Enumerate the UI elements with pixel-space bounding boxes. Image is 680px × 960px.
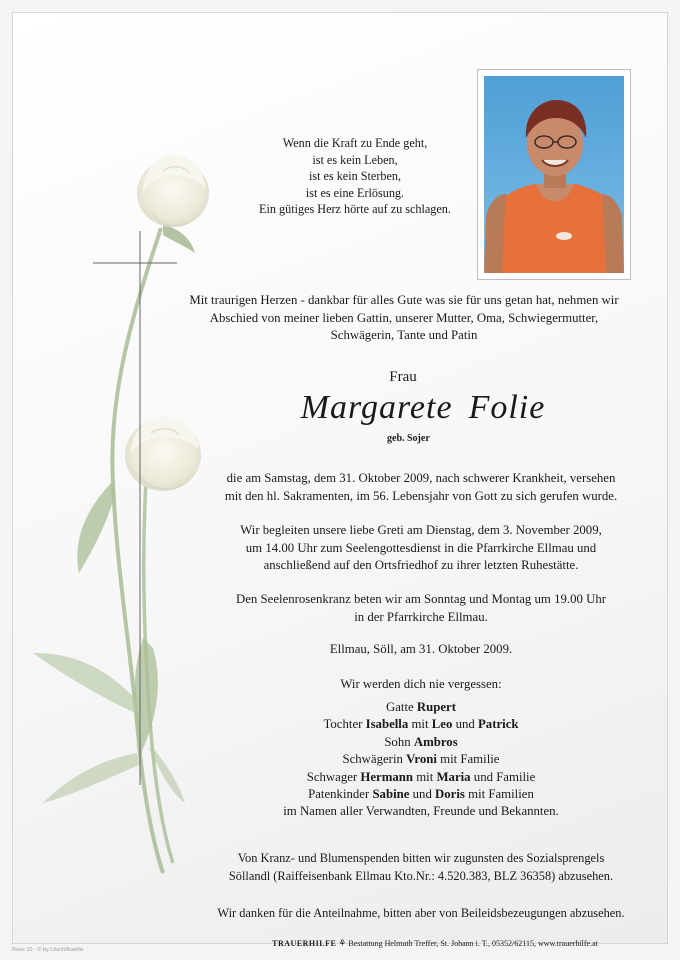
dateline: Ellmau, Söll, am 31. Oktober 2009. xyxy=(329,642,513,656)
deceased-name xyxy=(213,387,633,429)
thanks-line: Wir danken für die Anteilnahme, bitten aber von Beileidsbezeugungen abzusehen. xyxy=(217,906,625,920)
relative-name: Ambros xyxy=(413,734,458,749)
poem-line: ist es kein Leben, xyxy=(312,152,398,167)
poem-line: Ein gütiges Herz hörte auf zu schlagen. xyxy=(259,202,451,216)
intro-text xyxy=(163,292,645,345)
relative-name: Leo xyxy=(431,717,453,732)
relative-name: Isabella xyxy=(365,717,409,732)
copyright-note: Rose 10 - © by Lösch/Koehle xyxy=(12,947,84,953)
relation-label: Schwager xyxy=(306,769,358,784)
relation-label: Schwägerin xyxy=(342,752,403,767)
salutation: Frau xyxy=(389,369,417,385)
family-row-husband xyxy=(193,699,649,716)
donation-note xyxy=(193,850,649,885)
rosary-details xyxy=(193,591,649,626)
footer-credit xyxy=(225,938,645,949)
middle-rose xyxy=(125,417,201,491)
relation-label: Tochter xyxy=(323,717,363,732)
rose-glyph-icon: ⚘ xyxy=(338,938,347,948)
portrait-photo xyxy=(484,76,624,273)
relative-name: Vroni xyxy=(406,752,437,767)
rosary-line: Den Seelenrosenkranz beten wir am Sonntag und Montag um 19.00 Uhr xyxy=(236,592,606,606)
footer-brand: TRAUERHILFE xyxy=(272,939,337,948)
intro-line: Schwägerin, Tante und Patin xyxy=(330,328,478,342)
funeral-details xyxy=(193,522,649,575)
death-notice xyxy=(193,470,649,505)
funeral-line: Wir begleiten unsere liebe Greti am Dienstag, dem 3. November 2009, xyxy=(240,523,602,537)
connector-text: mit xyxy=(411,717,429,732)
family-row-brother-in-law xyxy=(193,769,649,786)
connector-text: mit xyxy=(416,769,434,784)
donation-line: Von Kranz- und Blumenspenden bitten wir zugunsten des Sozialsprengels xyxy=(237,851,605,865)
relative-name: Rupert xyxy=(416,700,457,714)
top-rose xyxy=(137,155,209,227)
family-row-sister-in-law xyxy=(193,751,649,768)
poem-line: ist es kein Sterben, xyxy=(308,169,402,183)
poem-line: Wenn die Kraft zu Ende geht, xyxy=(282,136,428,150)
connector-text: und Familie xyxy=(473,769,536,784)
never-forget-line: Wir werden dich nie vergessen: xyxy=(340,677,502,691)
relation-label: Gatte xyxy=(385,700,414,714)
family-row-daughter xyxy=(193,716,649,733)
connector-text: und xyxy=(412,787,432,802)
relation-label: Patenkinder xyxy=(308,787,370,802)
donation-line: Söllandl (Raiffeisenbank Ellmau Kto.Nr.: 4.520.383, BLZ 36358) abzusehen. xyxy=(228,868,614,883)
relative-name: Maria xyxy=(436,769,471,784)
death-line: die am Samstag, dem 31. Oktober 2009, nach schwerer Krankheit, versehen xyxy=(226,471,616,485)
funeral-line: anschließend auf den Ortsfriedhof zu ihrer letzten Ruhestätte. xyxy=(263,558,579,572)
relative-name: Patrick xyxy=(477,717,519,732)
death-line: mit den hl. Sakramenten, im 56. Lebensjahr von Gott zu sich gerufen wurde. xyxy=(224,488,618,503)
footer-text: Bestattung Helmuth Treffer, St. Johann i. T., 05352/62115, www.trauerhilfe.at xyxy=(348,939,598,948)
relative-name: Hermann xyxy=(360,769,413,784)
intro-line: Abschied von meiner lieben Gattin, unserer Mutter, Oma, Schwiegermutter, xyxy=(209,310,599,325)
connector-text: und xyxy=(455,717,475,732)
relatives-line: im Namen aller Verwandten, Freunde und Bekannten. xyxy=(283,804,559,818)
portrait-frame xyxy=(477,69,631,280)
poem-line: ist es eine Erlösung. xyxy=(305,185,405,200)
birth-name: geb. Sojer xyxy=(387,433,430,444)
first-name: Margarete xyxy=(300,389,453,426)
relative-name: Doris xyxy=(435,787,465,802)
relative-name: Sabine xyxy=(372,787,410,802)
family-row-son xyxy=(193,734,649,751)
funeral-line: um 14.00 Uhr zum Seelengottesdienst in die Pfarrkirche Ellmau und xyxy=(245,540,597,555)
connector-text: mit Familien xyxy=(468,787,534,802)
last-name: Folie xyxy=(468,389,546,426)
family-list xyxy=(193,699,649,803)
intro-line: Mit traurigen Herzen - dankbar für alles Gute was sie für uns getan hat, nehmen wir xyxy=(189,293,619,307)
rosary-line: in der Pfarrkirche Ellmau. xyxy=(354,609,488,624)
family-row-godchildren xyxy=(193,786,649,803)
poem xyxy=(235,135,475,218)
relation-label: Sohn xyxy=(384,734,411,749)
obituary-page xyxy=(12,12,668,948)
connector-text: mit Familie xyxy=(440,752,500,767)
